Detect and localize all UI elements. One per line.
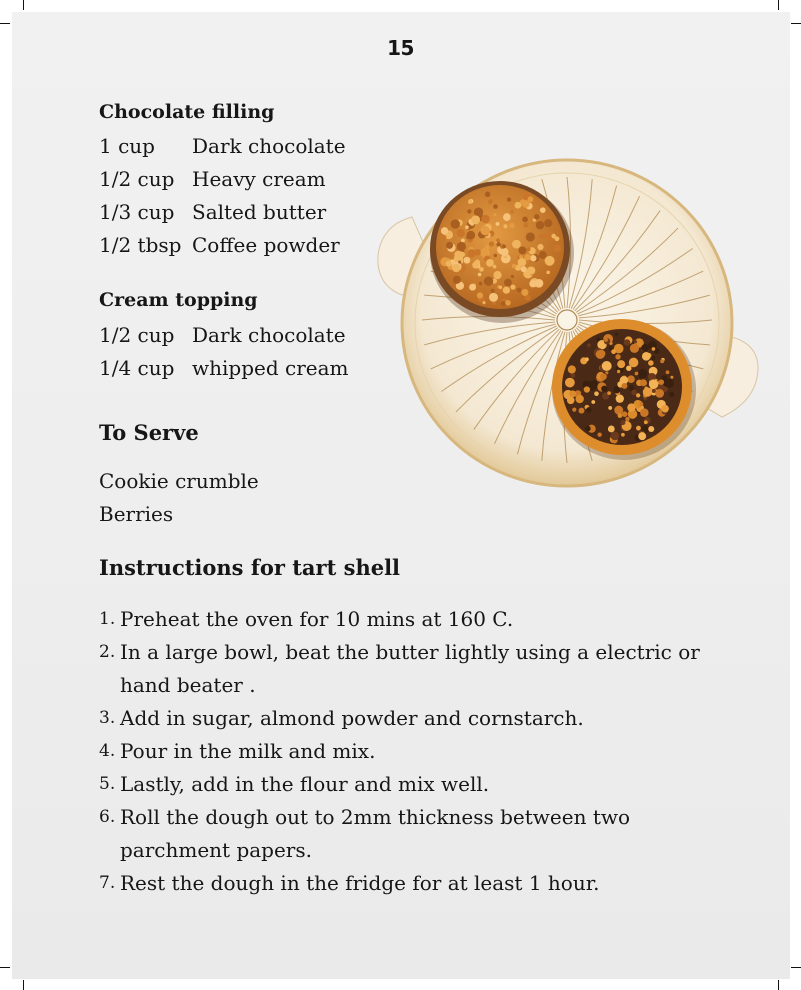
ingredient-name: Heavy cream — [192, 167, 326, 191]
instruction-step — [99, 867, 739, 900]
step-number: 1. — [99, 609, 116, 629]
ingredient-quantity: 1/2 cup — [99, 323, 175, 347]
step-number: 6. — [99, 807, 116, 827]
ingredient-quantity: 1/4 cup — [99, 356, 175, 380]
step-number: 5. — [99, 774, 116, 794]
crop-mark — [791, 23, 801, 24]
tart-photo — [372, 155, 762, 495]
tart-chocolate — [552, 319, 696, 460]
ingredient-quantity: 1/2 cup — [99, 167, 175, 191]
ingredient-quantity: 1/3 cup — [99, 200, 175, 224]
ingredient-name: Dark chocolate — [192, 134, 346, 158]
chocolate-filling-heading: Chocolate filling — [99, 101, 275, 123]
instruction-step — [99, 603, 739, 636]
ingredient-row — [99, 323, 346, 347]
instruction-step — [99, 801, 739, 867]
instructions-heading: Instructions for tart shell — [99, 555, 401, 580]
ingredient-row — [99, 167, 326, 191]
ingredient-row — [99, 200, 326, 224]
step-number: 4. — [99, 741, 116, 761]
step-number: 7. — [99, 873, 116, 893]
step-text: Roll the dough out to 2mm thickness between two parchment papers. — [120, 805, 631, 862]
serve-item: Berries — [99, 502, 174, 526]
crop-mark — [0, 967, 10, 968]
cream-topping-heading: Cream topping — [99, 289, 258, 311]
ingredient-name: Coffee powder — [192, 233, 340, 257]
crop-mark — [23, 980, 24, 990]
ingredient-name: Salted butter — [192, 200, 327, 224]
ingredient-quantity: 1/2 tbsp — [99, 233, 182, 257]
step-number: 3. — [99, 708, 116, 728]
step-number: 2. — [99, 642, 116, 662]
to-serve-heading: To Serve — [99, 420, 199, 445]
ingredient-quantity: 1 cup — [99, 134, 155, 158]
step-text: Pour in the milk and mix. — [120, 739, 376, 763]
instruction-step — [99, 735, 739, 768]
crop-mark — [23, 0, 24, 10]
step-text: Add in sugar, almond powder and cornstarch. — [120, 706, 584, 730]
crop-mark — [778, 0, 779, 10]
instruction-step — [99, 702, 739, 735]
tart-plate-illustration — [372, 155, 762, 495]
serve-item: Cookie crumble — [99, 469, 259, 493]
ingredient-row — [99, 356, 348, 380]
instruction-step — [99, 768, 739, 801]
page-number: 15 — [387, 36, 414, 60]
ingredient-name: Dark chocolate — [192, 323, 346, 347]
crop-mark — [791, 967, 801, 968]
ingredient-row — [99, 134, 346, 158]
crop-mark — [0, 23, 10, 24]
step-text: In a large bowl, beat the butter lightly using a electric or hand beater . — [120, 640, 700, 697]
ingredient-row — [99, 233, 340, 257]
step-text: Rest the dough in the fridge for at least 1 hour. — [120, 871, 600, 895]
instructions-list — [99, 603, 739, 900]
ingredient-name: whipped cream — [192, 356, 349, 380]
crop-mark — [778, 980, 779, 990]
instruction-step — [99, 636, 739, 702]
step-text: Preheat the oven for 10 mins at 160 C. — [120, 607, 514, 631]
step-text: Lastly, add in the flour and mix well. — [120, 772, 490, 796]
